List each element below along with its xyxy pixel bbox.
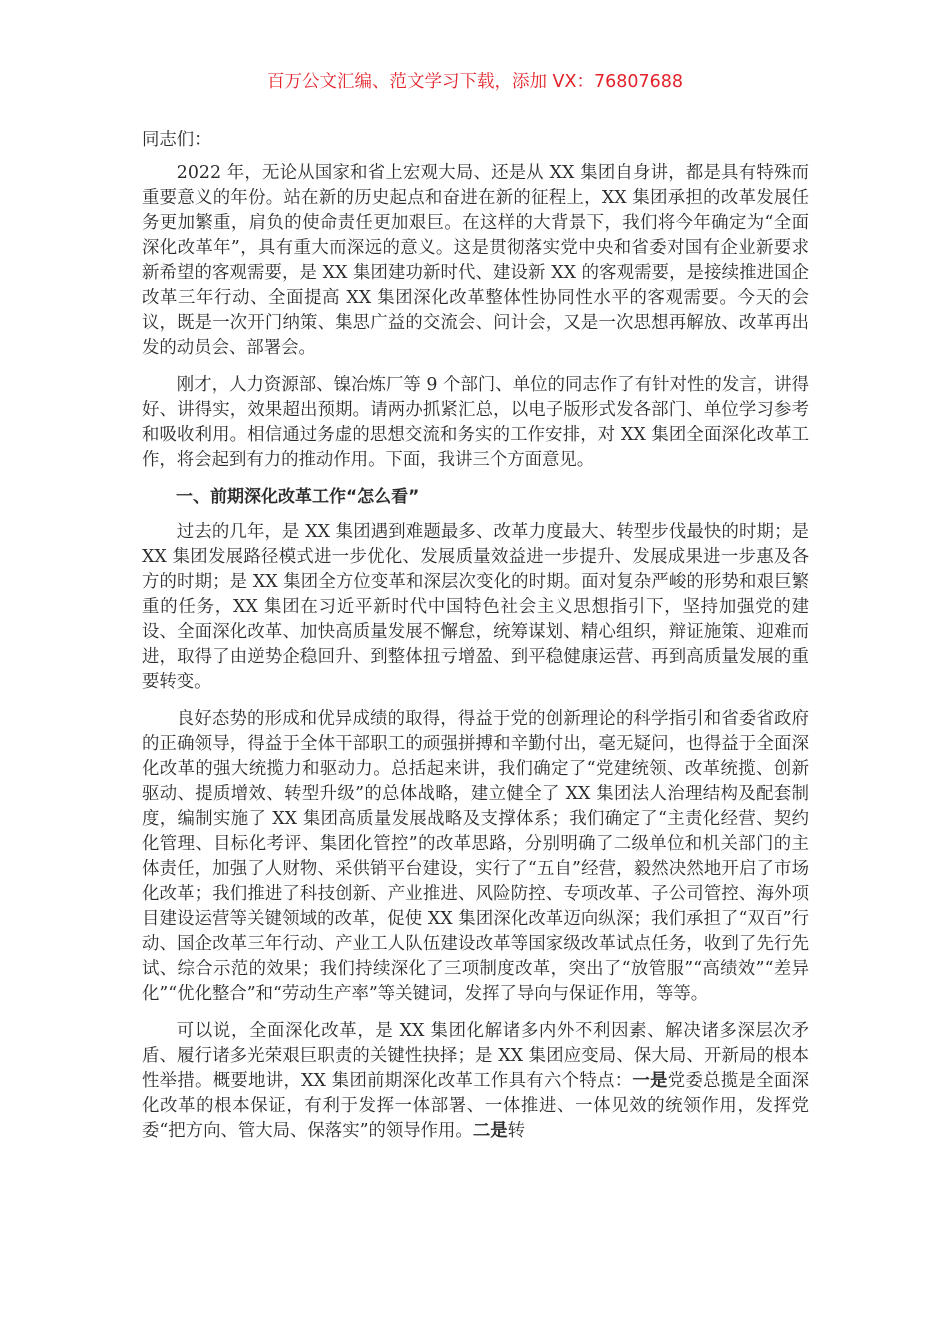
- section-heading-1: 一、前期深化改革工作“怎么看”: [176, 487, 420, 507]
- paragraph-text: 转: [507, 1121, 526, 1141]
- paragraph-text: 可以说，全面深化改革，是 XX 集团化解诸多内外不利因素、解决诸多深层次矛盾、履行诸多光荣艰巨职责的关键性抉择；是 XX 集团应变局、保大局、开新局的根本性举措。概要地讲，XX 集团前期深化改革工作具有六个特点：: [142, 1021, 809, 1091]
- salutation: 同志们：: [142, 130, 212, 150]
- emphasis-second: 二是: [472, 1121, 508, 1141]
- paragraph-section1-3: [142, 1019, 809, 1144]
- paragraph-intro-2: 刚才，人力资源部、镍冶炼厂等 9 个部门、单位的同志作了有针对性的发言，讲得好、讲得实，效果超出预期。请两办抓紧汇总，以电子版形式发各部门、单位学习参考和吸收利用。相信通过务虚的思想交流和务实的工作安排，对 XX 集团全面深化改革工作，将会起到有力的推动作用。下面，我讲三个方面意见。: [142, 375, 809, 470]
- paragraph-section1-2: 良好态势的形成和优异成绩的取得，得益于党的创新理论的科学指引和省委省政府的正确领导，得益于全体干部职工的顽强拼搏和辛勤付出，毫无疑问，也得益于全面深化改革的强大统揽力和驱动力。总括起来讲，我们确定了“党建统领、改革统揽、创新驱动、提质增效、转型升级”的总体战略，建立健全了 XX 集团法人治理结构及配套制度，编制实施了 XX 集团高质量发展战略及支撑体系；我们确定了“主责化经营、契约化管理、目标化考评、集团化管控”的改革思路，分别明确了二级单位和机关部门的主体责任，加强了人财物、采供销平台建设，实行了“五自”经营，毅然决然地开启了市场化改革；我们推进了科技创新、产业推进、风险防控、专项改革、子公司管控、海外项目建设运营等关键领域的改革，促使 XX 集团深化改革迈向纵深；我们承担了“双百”行动、国企改革三年行动、产业工人队伍建设改革等国家级改革试点任务，收到了先行先试、综合示范的效果；我们持续深化了三项制度改革，突出了“放管服”“高绩效”“差异化”“优化整合”和“劳动生产率”等关键词，发挥了导向与保证作用，等等。: [142, 709, 809, 1004]
- paragraph-text: 党委总揽是全面深化改革的根本保证，有利于发挥一体部署、一体推进、一体见效的统领作用，发挥党委“把方向、管大局、保落实”的领导作用。: [142, 1071, 809, 1141]
- document-body: [142, 128, 809, 1156]
- emphasis-first: 一是: [632, 1071, 668, 1091]
- paragraph-intro-1: 2022 年，无论从国家和省上宏观大局、还是从 XX 集团自身讲，都是具有特殊而重要意义的年份。站在新的历史起点和奋进在新的征程上，XX 集团承担的改革发展任务更加繁重，肩负的使命责任更加艰巨。在这样的大背景下，我们将今年确定为“全面深化改革年”，具有重大而深远的意义。这是贯彻落实党中央和省委对国有企业新要求新希望的客观需要，是 XX 集团建功新时代、建设新 XX 的客观需要，是接续推进国企改革三年行动、全面提高 XX 集团深化改革整体性协同性水平的客观需要。今天的会议，既是一次开门纳策、集思广益的交流会、问计会，又是一次思想再解放、改革再出发的动员会、部署会。: [142, 163, 809, 358]
- promo-banner: 百万公文汇编、范文学习下载，添加 VX：76807688: [266, 72, 684, 92]
- paragraph-section1-1: 过去的几年，是 XX 集团遇到难题最多、改革力度最大、转型步伐最快的时期；是 XX 集团发展路径模式进一步优化、发展质量效益进一步提升、发展成果进一步惠及各方的时期；是 XX 集团全方位变革和深层次变化的时期。面对复杂严峻的形势和艰巨繁重的任务，XX 集团在习近平新时代中国特色社会主义思想指引下，坚持加强党的建设、全面深化改革、加快高质量发展不懈怠，统筹谋划、精心组织，辩证施策、迎难而进，取得了由逆势企稳回升、到整体扭亏增盈、到平稳健康运营、再到高质量发展的重要转变。: [142, 522, 809, 692]
